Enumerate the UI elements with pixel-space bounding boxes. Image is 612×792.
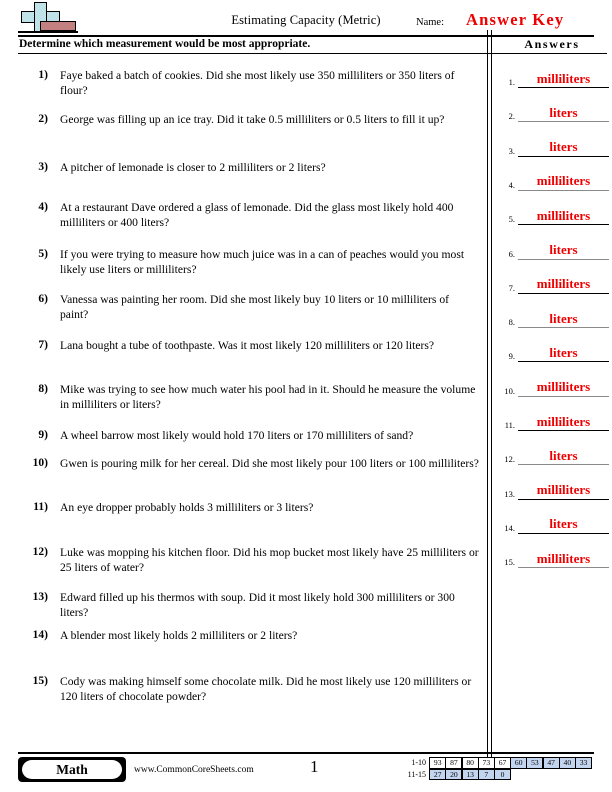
question-text: A pitcher of lemonade is closer to 2 milliliters or 2 liters?	[60, 161, 326, 174]
column-divider-outer	[487, 30, 488, 758]
subject-badge	[18, 757, 126, 782]
page-title: Estimating Capacity (Metric)	[231, 13, 381, 27]
score-cell: 7	[478, 769, 495, 781]
answer-row	[497, 508, 609, 534]
question-text: At a restaurant Dave ordered a glass of lemonade. Did the glass most likely hold 400 milliliters or 400 liters?	[60, 201, 454, 230]
score-row	[392, 757, 592, 769]
question-row	[18, 674, 480, 704]
answer-row	[497, 302, 609, 328]
question-text: A wheel barrow most likely would hold 170 liters or 170 milliliters of sand?	[60, 429, 414, 442]
question-row	[18, 160, 480, 175]
answer-row	[497, 439, 609, 465]
question-text: Lana bought a tube of toothpaste. Was it most likely 120 milliliters or 120 liters?	[60, 339, 434, 352]
logo-baseline-icon	[18, 31, 78, 33]
score-cell: 87	[445, 757, 462, 769]
answer-number: 7.	[508, 282, 515, 293]
score-cell-group	[430, 769, 511, 781]
question-number: 11)	[33, 500, 48, 513]
question-number: 6)	[38, 292, 48, 305]
answer-row	[497, 336, 609, 362]
answer-row	[497, 199, 609, 225]
name-label: Name:	[416, 17, 444, 28]
question-text: George was filling up an ice tray. Did it take 0.5 milliliters or 0.5 liters to fill it up?	[60, 113, 445, 126]
question-text: Faye baked a batch of cookies. Did she most likely use 350 milliliters or 350 liters of flour?	[60, 69, 455, 98]
answer-row	[497, 131, 609, 157]
footer-rule	[18, 752, 594, 754]
site-url: www.CommonCoreSheets.com	[134, 765, 254, 775]
question-row	[18, 247, 480, 277]
answer-value: liters	[518, 105, 609, 123]
answer-value: milliliters	[518, 208, 609, 226]
question-number: 2)	[38, 112, 48, 125]
column-divider-inner	[491, 30, 492, 758]
score-cell: 27	[429, 769, 446, 781]
directions-text: Determine which measurement would be most appropriate.	[19, 38, 311, 50]
answer-row	[497, 96, 609, 122]
answer-row	[497, 165, 609, 191]
score-cell: 33	[575, 757, 592, 769]
answer-value: milliliters	[518, 482, 609, 500]
score-range-label: 11-15	[407, 769, 426, 779]
question-number: 8)	[38, 382, 48, 395]
question-row	[18, 628, 480, 643]
question-number: 9)	[38, 428, 48, 441]
answer-value: liters	[518, 242, 609, 260]
answer-value: milliliters	[518, 414, 609, 432]
question-text: A blender most likely holds 2 milliliters or 2 liters?	[60, 629, 298, 642]
question-number: 12)	[32, 545, 48, 558]
score-cell: 93	[429, 757, 446, 769]
score-cell: 40	[559, 757, 576, 769]
answer-value: milliliters	[518, 71, 609, 89]
question-text: Vanessa was painting her room. Did she most likely buy 10 liters or 10 milliliters of paint?	[60, 293, 449, 322]
question-row	[18, 200, 480, 230]
question-row	[18, 456, 480, 471]
answer-number: 8.	[508, 317, 515, 328]
question-row	[18, 382, 480, 412]
worksheet-header	[0, 0, 612, 38]
question-number: 13)	[32, 590, 48, 603]
subject-badge-inner	[22, 760, 122, 779]
question-text: Mike was trying to see how much water his pool had in it. Should he measure the volume in milliliters or liters?	[60, 383, 476, 412]
question-number: 4)	[38, 200, 48, 213]
question-number: 7)	[38, 338, 48, 351]
score-row	[392, 769, 511, 781]
score-cell: 13	[462, 769, 479, 781]
answer-number: 1.	[508, 77, 515, 87]
answer-key-stamp: Answer Key	[466, 10, 565, 29]
answer-number: 2.	[508, 111, 515, 122]
answer-number: 10.	[504, 385, 515, 396]
answer-value: liters	[518, 311, 609, 329]
answer-number: 9.	[508, 351, 515, 362]
answer-number: 13.	[504, 488, 515, 499]
question-text: Luke was mopping his kitchen floor. Did his mop bucket most likely have 25 milliliters or 25 liters of water?	[60, 546, 479, 575]
answer-row	[497, 542, 609, 568]
answer-value: liters	[518, 139, 609, 157]
answer-number: 5.	[508, 214, 515, 225]
question-text: An eye dropper probably holds 3 milliliters or 3 liters?	[60, 501, 314, 514]
answer-value: liters	[518, 345, 609, 363]
answers-column-heading: Answers	[497, 37, 607, 54]
question-text: Gwen is pouring milk for her cereal. Did she most likely pour 100 liters or 100 milliliters?	[60, 457, 479, 470]
answer-value: liters	[518, 448, 609, 466]
question-row	[18, 590, 480, 620]
answer-value: milliliters	[518, 173, 609, 191]
answer-number: 15.	[504, 557, 515, 568]
question-number: 1)	[38, 68, 48, 81]
score-cell: 67	[494, 757, 511, 769]
score-cell: 0	[494, 769, 511, 781]
answer-number: 14.	[504, 522, 515, 533]
answer-value: milliliters	[518, 379, 609, 397]
question-number: 14)	[32, 628, 48, 641]
question-text: If you were trying to measure how much juice was in a can of peaches would you most likely use liters or milliliters?	[60, 248, 465, 277]
score-cell: 53	[526, 757, 543, 769]
answer-value: liters	[518, 516, 609, 534]
question-row	[18, 292, 480, 322]
question-row	[18, 338, 480, 353]
answer-number: 11.	[504, 420, 515, 430]
answer-number: 3.	[508, 145, 515, 156]
answer-row	[497, 405, 609, 431]
score-cell: 60	[510, 757, 527, 769]
answer-number: 12.	[504, 454, 515, 465]
answer-number: 6.	[508, 248, 515, 259]
answer-value: milliliters	[518, 276, 609, 294]
score-cell: 73	[478, 757, 495, 769]
page-number: 1	[310, 757, 319, 776]
score-cell: 20	[445, 769, 462, 781]
answer-row	[497, 371, 609, 397]
question-row	[18, 500, 480, 515]
question-row	[18, 428, 480, 443]
question-text: Cody was making himself some chocolate milk. Did he most likely use 120 milliliters or 120 liters of chocolate powder?	[60, 675, 472, 704]
question-number: 3)	[38, 160, 48, 173]
answer-value: milliliters	[518, 551, 609, 569]
question-number: 5)	[38, 247, 48, 260]
score-range-label: 1-10	[411, 758, 426, 767]
question-row	[18, 68, 480, 98]
answer-row	[497, 234, 609, 260]
answer-row	[497, 268, 609, 294]
question-number: 10)	[32, 456, 48, 469]
question-row	[18, 545, 480, 575]
question-row	[18, 112, 480, 127]
question-text: Edward filled up his thermos with soup. Did it most likely hold 300 milliliters or 300 liters?	[60, 591, 455, 620]
answer-row	[497, 62, 609, 88]
answer-number: 4.	[508, 179, 515, 190]
subject-badge-label: Math	[56, 762, 88, 777]
answer-row	[497, 474, 609, 500]
score-cell-group	[430, 757, 592, 769]
score-cell: 47	[543, 757, 560, 769]
question-number: 15)	[32, 674, 48, 687]
score-cell: 80	[462, 757, 479, 769]
